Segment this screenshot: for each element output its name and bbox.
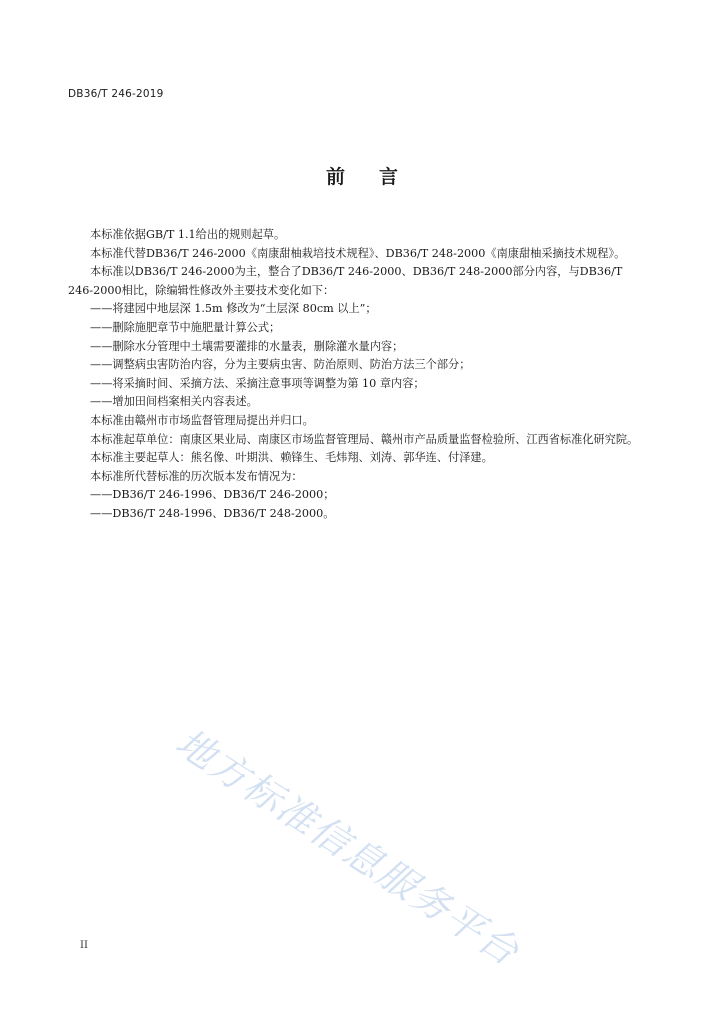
history-item: ——DB36/T 246-1996、DB36/T 246-2000； — [90, 488, 335, 502]
document-code: DB36/T 246-2019 — [68, 88, 164, 100]
paragraph-history-intro: 本标准所代替标准的历次版本发布情况为： — [90, 469, 303, 483]
paragraph-proposer: 本标准由赣州市市场监督管理局提出并归口。 — [90, 413, 314, 427]
paragraph-changes-intro: 本标准以DB36/T 246-2000为主，整合了DB36/T 246-2000、DB36/T 248-2000部分内容，与DB36/T 246-2000相比，除编辑性修改外主要技术变化如下： — [68, 265, 623, 297]
page-number: II — [80, 940, 88, 951]
change-item: ——调整病虫害防治内容，分为主要病虫害、防治原则、防治方法三个部分； — [90, 358, 471, 372]
change-item: ——增加田间档案相关内容表述。 — [90, 395, 258, 409]
paragraph-replaces: 本标准代替DB36/T 246-2000《南康甜柚栽培技术规程》、DB36/T 248-2000《南康甜柚采摘技术规程》。 — [90, 246, 626, 260]
change-item: ——将建园中地层深 1.5m 修改为“土层深 80cm 以上”； — [90, 302, 377, 316]
history-item: ——DB36/T 248-1996、DB36/T 248-2000。 — [90, 506, 335, 520]
watermark: 地方标准信息服务平台 — [168, 719, 528, 975]
paragraph-drafting-units: 本标准起草单位：南康区果业局、南康区市场监督管理局、赣州市产品质量监督检验所、江西省标准化研究院。 — [90, 432, 639, 446]
section-title-char-2: 言 — [379, 166, 399, 188]
change-item: ——删除水分管理中土壤需要灌排的水量表，删除灌水量内容； — [90, 339, 404, 353]
section-title-char-1: 前 — [325, 166, 345, 188]
section-title — [0, 162, 724, 189]
change-item: ——删除施肥章节中施肥量计算公式； — [90, 320, 281, 334]
paragraph-drafters: 本标准主要起草人：熊名像、叶期洪、赖锋生、毛炜翔、刘涛、郭华连、付泽建。 — [90, 451, 493, 465]
foreword-body — [68, 226, 642, 524]
change-item: ——将采摘时间、采摘方法、采摘注意事项等调整为第 10 章内容； — [90, 376, 425, 390]
paragraph-drafting-rules: 本标准依据GB/T 1.1给出的规则起草。 — [90, 228, 286, 241]
